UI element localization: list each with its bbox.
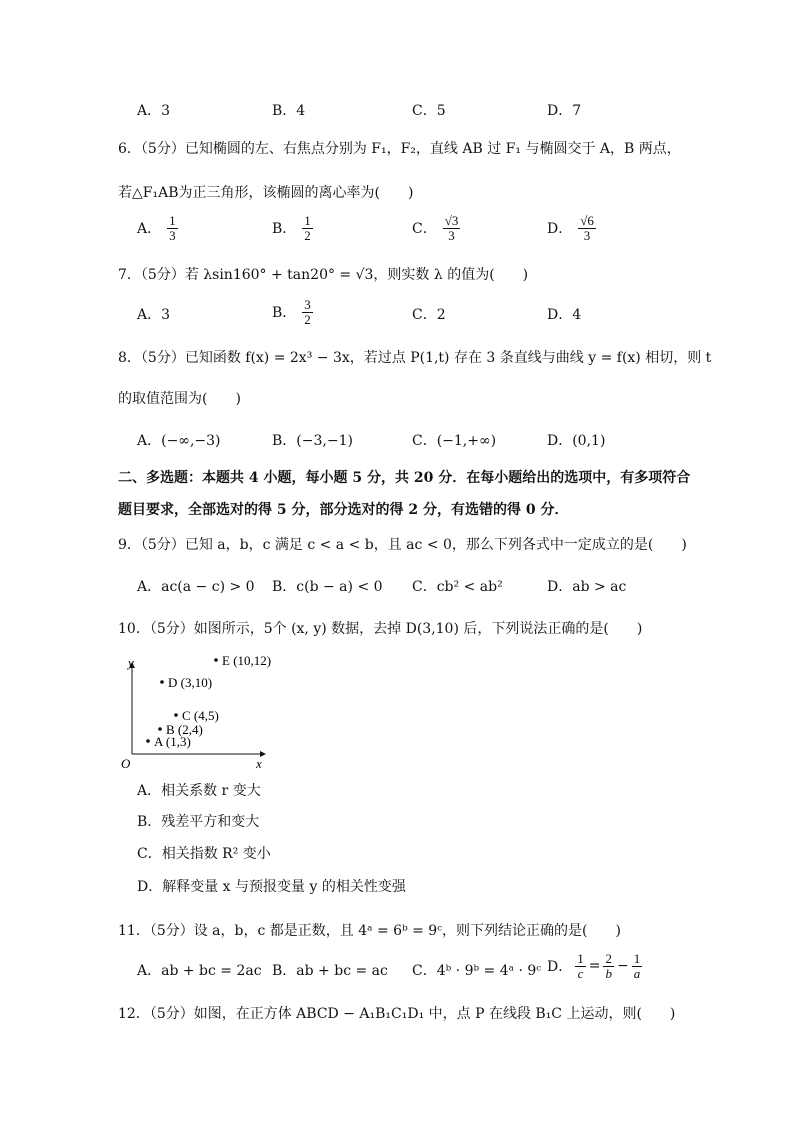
q6-option-c-fraction: $\frac{√3}{3}$ bbox=[444, 213, 459, 243]
q6-option-d-label: D． bbox=[547, 221, 573, 238]
scatter-points bbox=[146, 653, 271, 749]
q6-stem-line1: 6．（5分）已知椭圆的左、右焦点分别为 F₁，F₂，直线 AB 过 F₁ 与椭圆交于 A，B 两点， bbox=[118, 141, 681, 157]
q7-option-d: D．4 bbox=[547, 307, 582, 323]
scatter-point-label: E (10,12) bbox=[222, 653, 272, 668]
q6-option-a bbox=[137, 214, 178, 242]
q8-option-a: A．(−∞,−3) bbox=[137, 433, 221, 449]
q11-option-b: B．ab + bc = ac bbox=[272, 963, 388, 979]
q5-option-d: D．7 bbox=[547, 103, 582, 119]
section2-heading-line1: 二、多选题：本题共 4 小题，每小题 5 分，共 20 分．在每小题给出的选项中，有多项符合 bbox=[118, 470, 691, 486]
section2-heading-line2: 题目要求，全部选对的得 5 分，部分选对的得 2 分，有选错的得 0 分． bbox=[118, 502, 569, 518]
q7-option-b bbox=[272, 298, 313, 326]
q8-option-d: D．(0,1) bbox=[547, 433, 606, 449]
scatter-point bbox=[146, 739, 150, 743]
q6-option-d-fraction: $\frac{√6}{3}$ bbox=[580, 213, 594, 243]
y-axis-label: y bbox=[128, 655, 134, 670]
q9-option-a: A．ac(a − c) > 0 bbox=[137, 579, 255, 595]
q11-option-d-label: D． bbox=[547, 959, 573, 976]
q7-option-c: C．2 bbox=[412, 307, 446, 323]
q9-option-c: C．cb² < ab² bbox=[412, 579, 503, 595]
q7-option-b-fraction: $\frac{3}{2}$ bbox=[304, 297, 311, 327]
scatter-point-label: A (1,3) bbox=[154, 734, 191, 749]
q11-option-c: C．4ᵇ · 9ᵇ = 4ᵃ · 9ᶜ bbox=[412, 963, 542, 979]
q5-option-a: A．3 bbox=[137, 103, 171, 119]
q6-option-a-label: A． bbox=[137, 221, 162, 238]
q10-option-a: A．相关系数 r 变大 bbox=[137, 783, 261, 799]
q10-option-b: B．残差平方和变大 bbox=[137, 814, 260, 830]
q6-stem-line2: 若△F₁AB为正三角形，该椭圆的离心率为( ) bbox=[118, 185, 414, 201]
scatter-point bbox=[158, 727, 162, 731]
q9-stem: 9．（5分）已知 a，b，c 满足 c < a < b，且 ac < 0，那么下列各式中一定成立的是( ) bbox=[118, 537, 687, 553]
origin-label: O bbox=[121, 756, 131, 771]
q9-option-b: B．c(b − a) < 0 bbox=[272, 579, 383, 595]
scatter-point-label: B (2,4) bbox=[166, 722, 203, 737]
q11-options bbox=[0, 952, 794, 992]
q8-stem-line2: 的取值范围为( ) bbox=[118, 391, 241, 407]
q7-stem: 7．（5分）若 λsin160° + tan20° = √3，则实数 λ 的值为( ) bbox=[118, 267, 529, 283]
q10-option-d: D．解释变量 x 与预报变量 y 的相关性变强 bbox=[137, 879, 406, 895]
scatter-point-label: C (4,5) bbox=[182, 708, 219, 723]
q6-options bbox=[0, 214, 794, 254]
q8-options bbox=[0, 430, 794, 460]
scatter-point-label: D (3,10) bbox=[168, 675, 213, 690]
q11-d-frac-left: $\frac{1}{c}$ bbox=[577, 951, 584, 981]
q11-d-frac-right: $\frac{1}{a}$ bbox=[633, 951, 641, 981]
q9-options bbox=[0, 576, 794, 606]
q11-d-equals: = bbox=[588, 958, 601, 975]
q5-option-c: C．5 bbox=[412, 103, 446, 119]
q11-d-minus: − bbox=[616, 958, 629, 975]
q10-scatter-figure bbox=[118, 650, 278, 772]
q6-option-b-fraction: $\frac{1}{2}$ bbox=[304, 213, 311, 243]
q11-option-a: A．ab + bc = 2ac bbox=[137, 963, 262, 979]
q6-option-d bbox=[547, 214, 596, 242]
q6-option-b-label: B． bbox=[272, 221, 297, 238]
q6-option-c bbox=[412, 214, 460, 242]
q6-option-b bbox=[272, 214, 313, 242]
q12-stem: 12．（5分）如图，在正方体 ABCD − A₁B₁C₁D₁ 中，点 P 在线段 B₁C 上运动，则( ) bbox=[118, 1006, 676, 1022]
scatter-point bbox=[174, 713, 178, 717]
q10-stem: 10．（5分）如图所示，5个 (x, y) 数据，去掉 D(3,10) 后，下列说法正确的是( ) bbox=[118, 621, 643, 637]
q8-option-b: B．(−3,−1) bbox=[272, 433, 353, 449]
q6-option-a-fraction: $\frac{1}{3}$ bbox=[169, 213, 176, 243]
q11-d-frac-middle: $\frac{2}{b}$ bbox=[605, 951, 612, 981]
q11-stem: 11．（5分）设 a，b，c 都是正数，且 4ᵃ = 6ᵇ = 9ᶜ，则下列结论正确的是( ) bbox=[118, 923, 621, 939]
q6-option-c-label: C． bbox=[412, 221, 437, 238]
q10-option-c: C．相关指数 R² 变小 bbox=[137, 846, 271, 862]
q11-option-d bbox=[547, 952, 642, 980]
q8-stem-line1: 8．（5分）已知函数 f(x) = 2x³ − 3x，若过点 P(1,t) 存在 3 条直线与曲线 y = f(x) 相切，则 t bbox=[118, 350, 712, 366]
q7-option-b-label: B． bbox=[272, 305, 297, 322]
q7-option-a: A．3 bbox=[137, 307, 171, 323]
q5-option-b: B．4 bbox=[272, 103, 306, 119]
q7-options bbox=[0, 298, 794, 334]
scatter-point bbox=[214, 658, 218, 662]
q9-option-d: D．ab > ac bbox=[547, 579, 627, 595]
scatter-point bbox=[160, 680, 164, 684]
q8-option-c: C．(−1,+∞) bbox=[412, 433, 497, 449]
q5-options bbox=[0, 100, 794, 130]
x-axis-label: x bbox=[256, 756, 262, 771]
